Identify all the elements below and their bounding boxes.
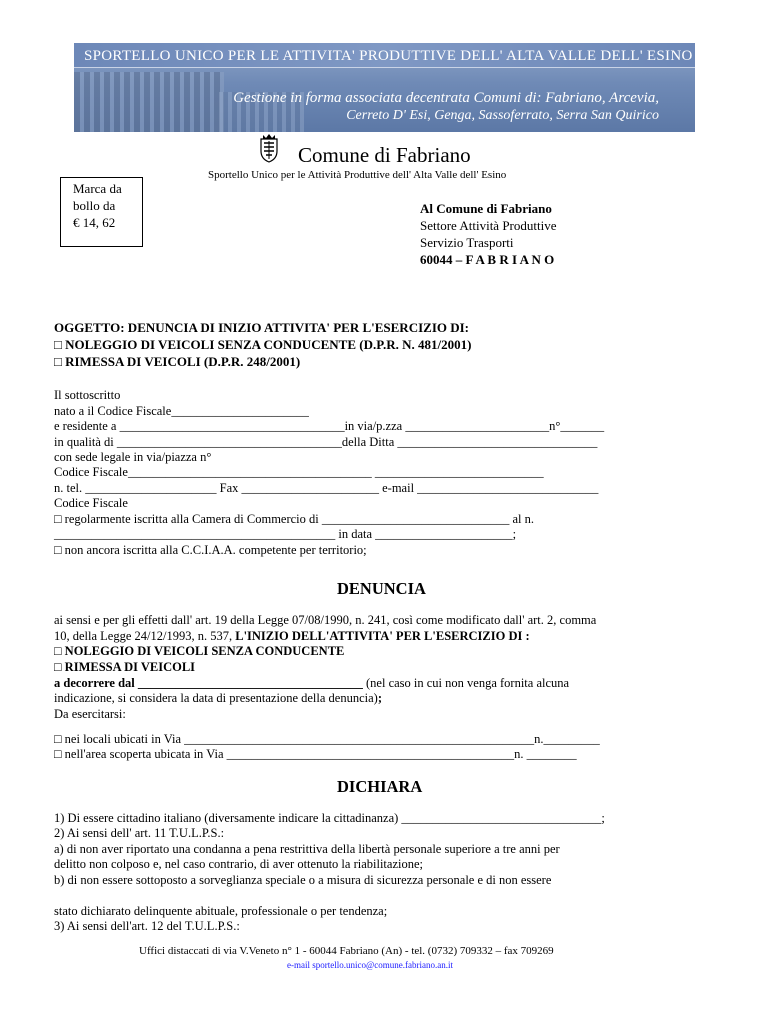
footer-email-link[interactable]: e-mail sportello.unico@comune.fabriano.an.it — [287, 960, 453, 970]
revenue-stamp-box — [60, 177, 143, 247]
form-line-registered-office[interactable]: con sede legale in via/piazza n° — [54, 450, 212, 464]
form-option-not-registered[interactable]: □ non ancora iscritta alla C.C.I.A.A. competente per territorio; — [54, 543, 367, 557]
form-line-role-company[interactable]: in qualità di ____________________________________della Ditta ________________________________ — [54, 435, 598, 449]
banner-building-image — [74, 72, 224, 132]
dichiara-line-1[interactable]: 1) Di essere cittadino italiano (diversamente indicare la cittadinanza) ________________________________; — [54, 811, 605, 825]
stamp-line-2: bollo da — [73, 198, 116, 213]
footer-address: Uffici distaccati di via V.Veneto n° 1 - 60044 Fabriano (An) - tel. (0732) 709332 – fax 709269 — [139, 945, 554, 957]
denuncia-paragraph-1: ai sensi e per gli effetti dall' art. 19 della Legge 07/08/1990, n. 241, così come modificato dall' art. 2, comma — [54, 613, 597, 627]
section-heading-denuncia: DENUNCIA — [337, 579, 426, 598]
banner-subtitle-2: Cerreto D' Esi, Genga, Sassoferrato, Serra San Quirico — [346, 108, 659, 123]
coat-of-arms-icon — [258, 133, 280, 163]
denuncia-paragraph-4-end: ; — [377, 691, 382, 705]
dichiara-line-2: 2) Ai sensi dell' art. 11 T.U.L.P.S.: — [54, 826, 225, 840]
denuncia-start-date-line[interactable] — [54, 676, 569, 691]
page-subtitle: Sportello Unico per le Attività Produttive dell' Alta Valle dell' Esino — [208, 169, 507, 181]
form-line-residence[interactable]: e residente a ____________________________________in via/p.zza _______________________n°_______ — [54, 419, 605, 433]
banner-subtitle-1: Gestione in forma associata decentrata Comuni di: Fabriano, Arcevia, — [233, 90, 659, 106]
denuncia-paragraph-2-text: 10, della Legge 24/12/1993, n. 537, — [54, 629, 236, 643]
form-line-undersigned: Il sottoscritto — [54, 388, 121, 402]
denuncia-option-rental[interactable]: □ NOLEGGIO DI VEICOLI SENZA CONDUCENTE — [54, 644, 345, 658]
denuncia-option-open-area[interactable]: □ nell'area scoperta ubicata in Via ______________________________________________n. ________ — [54, 747, 577, 761]
denuncia-option-garage[interactable]: □ RIMESSA DI VEICOLI — [54, 660, 196, 674]
denuncia-paragraph-2-bold: L'INIZIO DELL'ATTIVITA' PER L'ESERCIZIO DI : — [235, 629, 530, 643]
form-line-company-fiscal[interactable]: Codice Fiscale_______________________________________ ___________________________ — [54, 465, 544, 479]
recipient-line-3: Servizio Trasporti — [420, 235, 514, 250]
form-option-chamber-registered[interactable]: □ regolarmente iscritta alla Camera di Commercio di ______________________________ al n. — [54, 512, 535, 526]
dichiara-line-5: b) di non essere sottoposto a sorveglianza speciale o a misura di sicurezza personale e di non essere — [54, 873, 552, 887]
form-line-registration-date[interactable]: _____________________________________________ in data ______________________; — [54, 527, 517, 541]
subject-option-rental[interactable]: □ NOLEGGIO DI VEICOLI SENZA CONDUCENTE (D.P.R. N. 481/2001) — [54, 337, 472, 352]
denuncia-option-premises[interactable]: □ nei locali ubicati in Via ________________________________________________________n._________ — [54, 732, 600, 746]
dichiara-line-4: delitto non colposo e, nel caso contrario, di aver ottenuto la riabilitazione; — [54, 857, 423, 871]
banner-title: SPORTELLO UNICO PER LE ATTIVITA' PRODUTTIVE DELL' ALTA VALLE DELL' ESINO — [84, 48, 693, 64]
header-banner — [74, 43, 695, 132]
stamp-line-1: Marca da — [73, 181, 122, 196]
dichiara-line-7: 3) Ai sensi dell'art. 12 del T.U.L.P.S.: — [54, 919, 240, 933]
denuncia-paragraph-4 — [54, 691, 382, 706]
denuncia-start-date-note: (nel caso in cui non venga fornita alcuna — [362, 676, 570, 690]
denuncia-to-be-exercised: Da esercitarsi: — [54, 707, 126, 721]
recipient-line-4: 60044 – F A B R I A N O — [420, 252, 555, 267]
form-line-fiscal-code: Codice Fiscale — [54, 496, 128, 510]
form-line-birth-fiscal[interactable]: nato a il Codice Fiscale______________________ — [54, 404, 309, 418]
denuncia-paragraph-4-text: indicazione, si considera la data di presentazione della denuncia) — [54, 691, 378, 705]
subject-title: OGGETTO: DENUNCIA DI INIZIO ATTIVITA' PER L'ESERCIZIO DI: — [54, 320, 470, 335]
form-line-contacts[interactable]: n. tel. _____________________ Fax ______________________ e-mail _____________________________ — [54, 481, 599, 495]
denuncia-start-date-label: a decorrere dal ____________________________________ — [54, 676, 363, 690]
dichiara-line-6: stato dichiarato delinquente abituale, professionale o per tendenza; — [54, 904, 388, 918]
recipient-line-1: Al Comune di Fabriano — [420, 201, 552, 216]
page-title: Comune di Fabriano — [298, 143, 471, 167]
recipient-line-2: Settore Attività Produttive — [420, 218, 557, 233]
section-heading-dichiara: DICHIARA — [337, 777, 423, 796]
subject-option-garage[interactable]: □ RIMESSA DI VEICOLI (D.P.R. 248/2001) — [54, 354, 301, 369]
stamp-line-3: € 14, 62 — [73, 215, 116, 230]
denuncia-paragraph-2 — [54, 629, 530, 644]
dichiara-line-3: a) di non aver riportato una condanna a pena restrittiva della libertà personale superiore a tre anni per — [54, 842, 560, 856]
